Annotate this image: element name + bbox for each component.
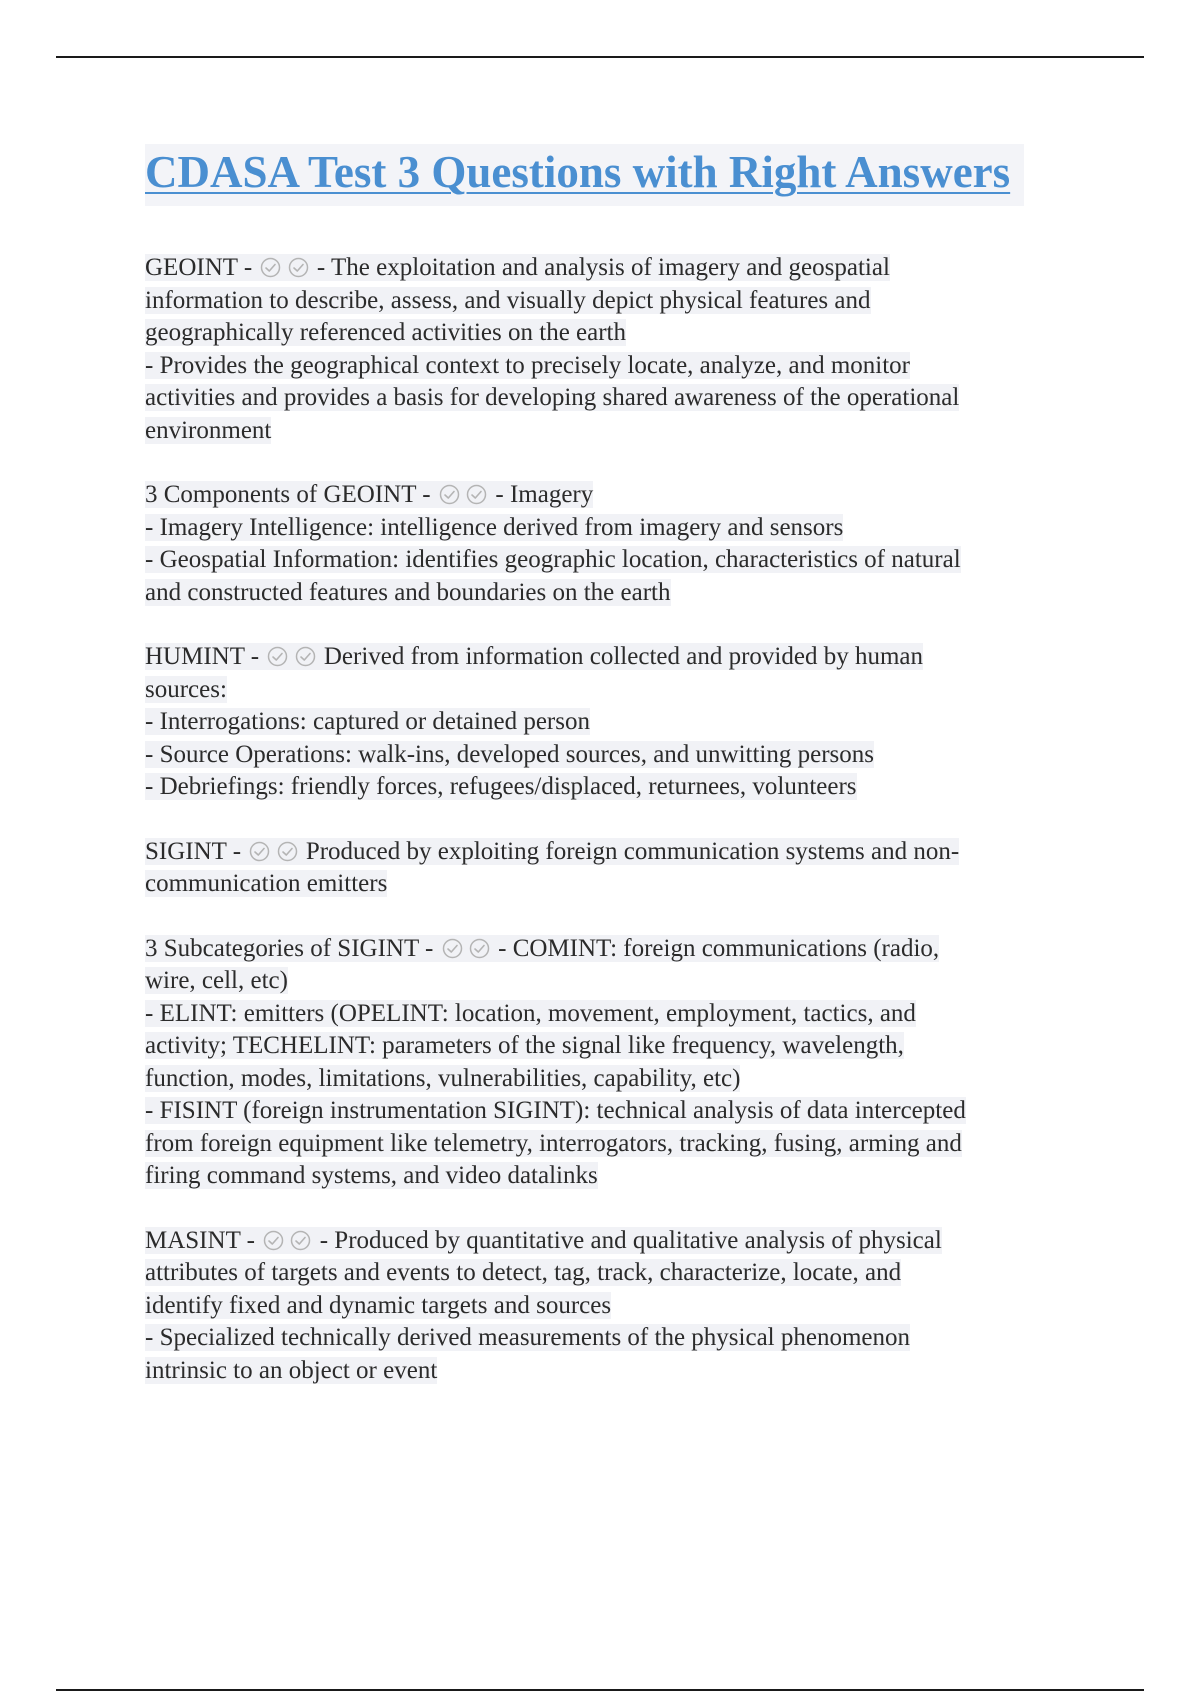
answer-line-text: activities and provides a basis for developing shared awareness of the operational [145, 384, 960, 411]
answer-line-text: - Debriefings: friendly forces, refugees/displaced, returnees, volunteers [145, 773, 857, 800]
qa-line-highlight [145, 254, 890, 281]
qa-entry [145, 933, 1085, 1193]
answer-text: Derived from information collected and provided by human [317, 643, 923, 670]
check-circle-icon [260, 257, 281, 278]
answer-line [145, 512, 1085, 545]
answer-line [145, 382, 1085, 415]
answer-line-text: sources: [145, 675, 227, 703]
answer-line [145, 1160, 1085, 1193]
answer-line-text: - Provides the geographical context to precisely locate, analyze, and monitor [145, 351, 911, 379]
check-circle-icon [277, 841, 298, 862]
answer-line-text: geographically referenced activities on the earth [145, 319, 627, 346]
answer-line [145, 1128, 1085, 1161]
answer-line [145, 674, 1085, 707]
question-term: SIGINT - [145, 837, 248, 865]
answer-text: - COMINT: foreign communications (radio, [491, 934, 940, 962]
answer-marker-icons [267, 641, 315, 674]
answer-line-text: information to describe, assess, and visually depict physical features and [145, 286, 871, 314]
answer-marker-icons [439, 479, 487, 512]
qa-entry [145, 252, 1085, 447]
page-title: CDASA Test 3 Questions with Right Answers [145, 147, 1011, 197]
answer-line-text: - ELINT: emitters (OPELINT: location, movement, employment, tactics, and [145, 999, 916, 1027]
answer-line [145, 1030, 1085, 1063]
answer-line [145, 415, 1085, 448]
answer-line-text: and constructed features and boundaries on the earth [145, 578, 671, 606]
qa-first-line [145, 836, 1085, 869]
answer-line-text: firing command systems, and video datalinks [145, 1162, 598, 1189]
question-term: 3 Subcategories of SIGINT - [145, 934, 440, 962]
answer-line-text: identify fixed and dynamic targets and sources [145, 1291, 612, 1319]
answer-line-text: communication emitters [145, 870, 388, 897]
answer-line [145, 739, 1085, 772]
qa-line-highlight [145, 1227, 942, 1254]
answer-line-text: intrinsic to an object or event [145, 1356, 438, 1384]
check-circle-icon [288, 257, 309, 278]
qa-line-highlight [145, 838, 959, 865]
answer-line-text: wire, cell, etc) [145, 967, 288, 994]
check-circle-icon [466, 484, 487, 505]
answer-line-text: function, modes, limitations, vulnerabilities, capability, etc) [145, 1064, 741, 1092]
qa-entry [145, 836, 1085, 901]
answer-line [145, 1063, 1085, 1096]
qa-first-line [145, 1225, 1085, 1258]
check-circle-icon [295, 646, 316, 667]
answer-line [145, 998, 1085, 1031]
answer-marker-icons [442, 933, 490, 966]
check-circle-icon [469, 938, 490, 959]
answer-text: - The exploitation and analysis of imagery and geospatial [310, 254, 890, 281]
answer-line-text: - Imagery Intelligence: intelligence derived from imagery and sensors [145, 513, 844, 541]
answer-line [145, 544, 1085, 577]
check-circle-icon [442, 938, 463, 959]
title-block [145, 144, 1024, 206]
answer-line-text: environment [145, 416, 272, 444]
answer-line [145, 868, 1085, 901]
answer-line [145, 1095, 1085, 1128]
answer-line [145, 1290, 1085, 1323]
answer-line [145, 317, 1085, 350]
answer-line [145, 285, 1085, 318]
qa-entry [145, 641, 1085, 804]
answer-line [145, 350, 1085, 383]
qa-line-highlight [145, 643, 923, 670]
qa-first-line [145, 641, 1085, 674]
answer-line [145, 1355, 1085, 1388]
answer-marker-icons [249, 836, 297, 869]
answer-text: Produced by exploiting foreign communication systems and non- [299, 837, 960, 865]
answer-line [145, 706, 1085, 739]
answer-line-text: from foreign equipment like telemetry, interrogators, tracking, fusing, arming and [145, 1129, 962, 1157]
answer-line [145, 771, 1085, 804]
answer-line-text: activity; TECHELINT: parameters of the signal like frequency, wavelength, [145, 1032, 904, 1059]
bottom-rule [56, 1689, 1144, 1691]
document-body [145, 144, 1085, 1419]
answer-line [145, 1322, 1085, 1355]
answer-text: - Imagery [489, 481, 594, 508]
check-circle-icon [263, 1230, 284, 1251]
question-term: MASINT - [145, 1226, 262, 1254]
answer-line-text: - Interrogations: captured or detained person [145, 708, 590, 735]
qa-line-highlight [145, 935, 939, 962]
answer-line-text: - Specialized technically derived measurements of the physical phenomenon [145, 1324, 911, 1351]
question-term: GEOINT - [145, 254, 259, 281]
check-circle-icon [267, 646, 288, 667]
answer-marker-icons [263, 1225, 311, 1258]
qa-first-line [145, 933, 1085, 966]
qa-entry [145, 1225, 1085, 1388]
answer-line-text: attributes of targets and events to detect, tag, track, characterize, locate, and [145, 1259, 902, 1286]
answer-line-text: - FISINT (foreign instrumentation SIGINT): technical analysis of data intercepted [145, 1097, 966, 1124]
answer-line-text: - Source Operations: walk-ins, developed sources, and unwitting persons [145, 740, 875, 768]
answer-line [145, 965, 1085, 998]
answer-line-text: - Geospatial Information: identifies geographic location, characteristics of natural [145, 546, 961, 573]
question-term: 3 Components of GEOINT - [145, 481, 437, 508]
qa-first-line [145, 479, 1085, 512]
answer-text: - Produced by quantitative and qualitative analysis of physical [313, 1226, 942, 1254]
check-circle-icon [249, 841, 270, 862]
qa-list [145, 252, 1085, 1387]
top-rule [56, 56, 1144, 58]
check-circle-icon [439, 484, 460, 505]
answer-line [145, 1257, 1085, 1290]
answer-line [145, 577, 1085, 610]
question-term: HUMINT - [145, 643, 266, 670]
check-circle-icon [290, 1230, 311, 1251]
qa-line-highlight [145, 481, 593, 508]
qa-entry [145, 479, 1085, 609]
answer-marker-icons [260, 252, 308, 285]
qa-first-line [145, 252, 1085, 285]
